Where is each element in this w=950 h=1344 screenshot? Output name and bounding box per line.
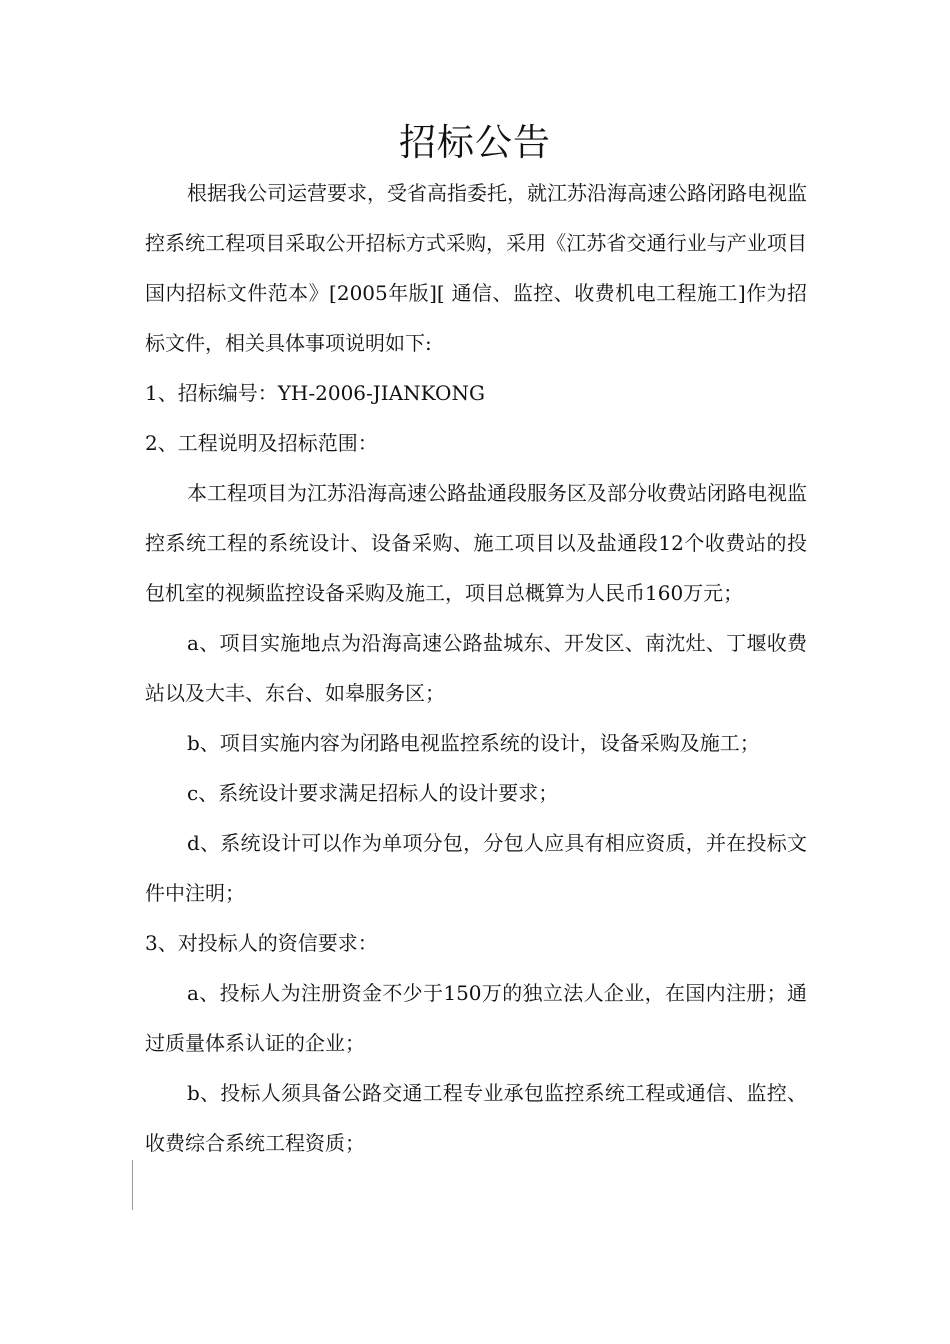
margin-line (132, 1160, 133, 1210)
requirement-item-b: b、投标人须具备公路交通工程专业承包监控系统工程或通信、监控、收费综合系统工程资质； (145, 1081, 807, 1155)
section-tender-number: 1、招标编号：YH-2006-JIANKONG (145, 381, 485, 405)
scope-item-b: b、项目实施内容为闭路电视监控系统的设计，设备采购及施工； (187, 731, 760, 755)
scope-item-d: d、系统设计可以作为单项分包，分包人应具有相应资质，并在投标文件中注明； (145, 831, 807, 905)
document-body (145, 168, 807, 1168)
section-project-scope-heading: 2、工程说明及招标范围： (145, 431, 378, 455)
section-bidder-requirements-heading: 3、对投标人的资信要求： (145, 931, 378, 955)
document-title: 招标公告 (399, 121, 551, 164)
intro-paragraph: 根据我公司运营要求，受省高指委托，就江苏沿海高速公路闭路电视监控系统工程项目采取公开招标方式采购，采用《江苏省交通行业与产业项目国内招标文件范本》[2005年版][ 通信、监控、收费机电工程施工]作为招标文件，相关具体事项说明如下: (145, 181, 807, 355)
scope-item-a: a、项目实施地点为沿海高速公路盐城东、开发区、南沈灶、丁堰收费站以及大丰、东台、如皋服务区； (145, 631, 807, 705)
project-description-paragraph: 本工程项目为江苏沿海高速公路盐通段服务区及部分收费站闭路电视监控系统工程的系统设计、设备采购、施工项目以及盐通段12个收费站的投包机室的视频监控设备采购及施工，项目总概算为人民币160万元； (145, 481, 807, 605)
requirement-item-a: a、投标人为注册资金不少于150万的独立法人企业，在国内注册；通过质量体系认证的企业； (145, 981, 807, 1055)
scope-item-c: c、系统设计要求满足招标人的设计要求； (187, 781, 559, 805)
